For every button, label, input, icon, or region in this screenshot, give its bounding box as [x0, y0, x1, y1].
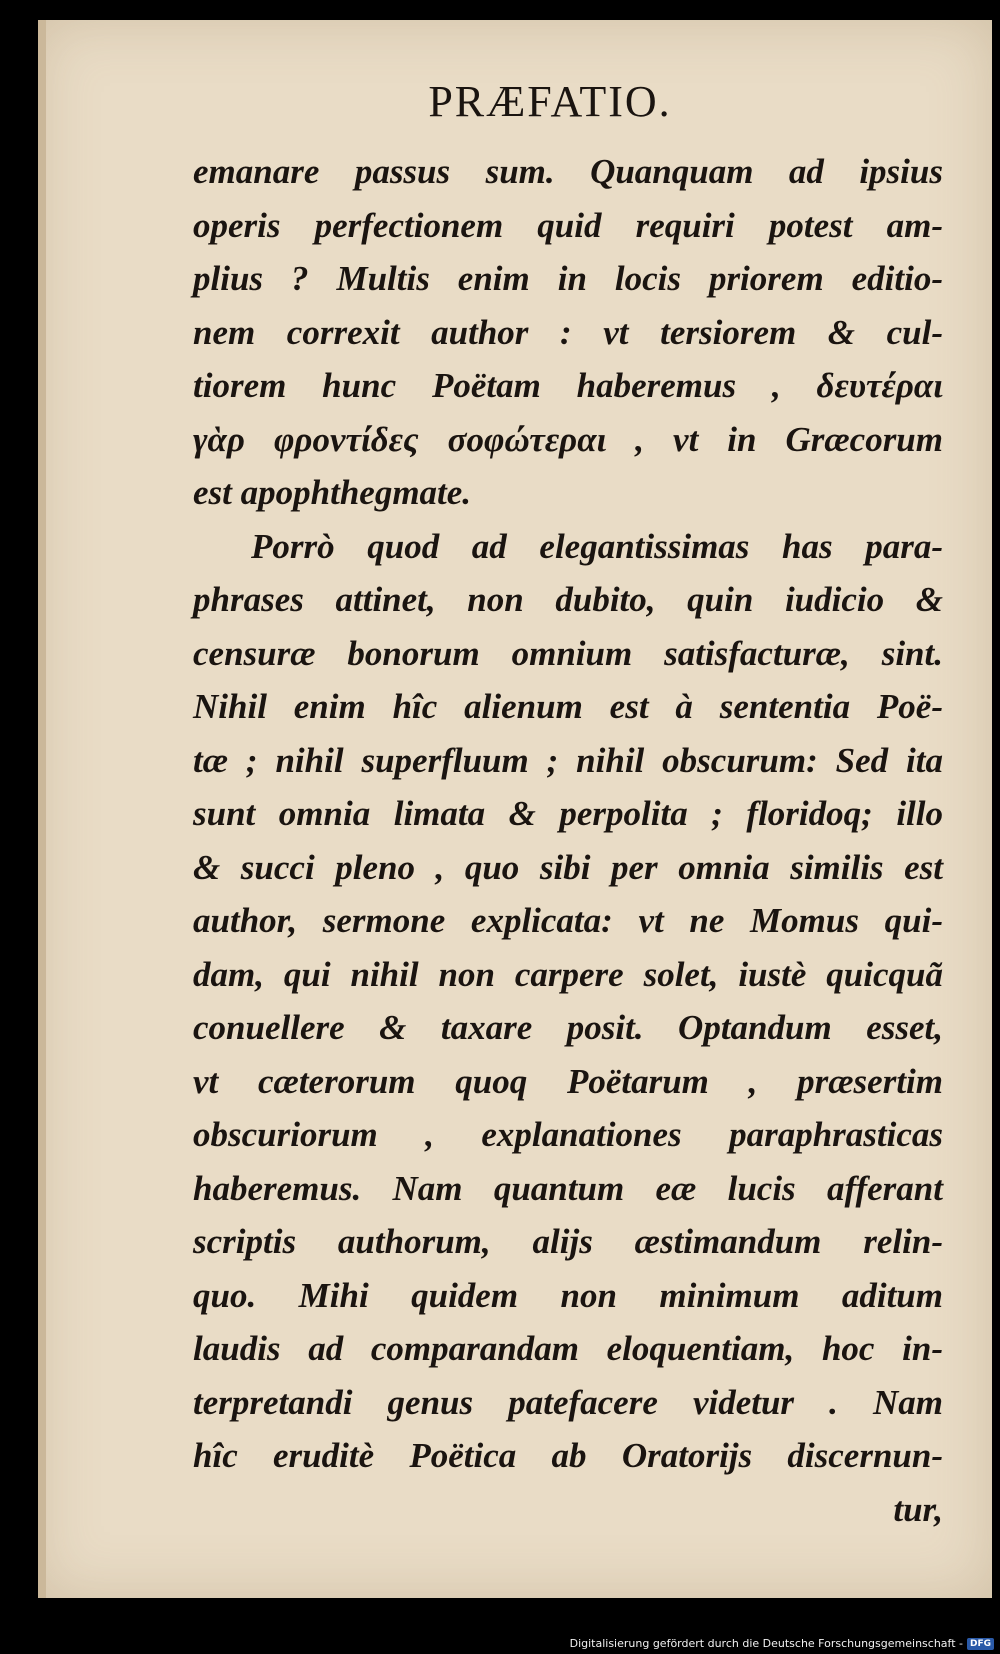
- text-line: Nihil enim hîc alienum est à sententia Poë-: [193, 687, 943, 726]
- text-line: tæ ; nihil superfluum ; nihil obscurum: Sed ita: [193, 740, 943, 780]
- text-line: censuræ bonorum omnium satisfacturæ, sint.: [193, 633, 943, 673]
- text-line: plius ? Multis enim in locis priorem editio-: [193, 259, 943, 298]
- text-line: sunt omnia limata & perpolita ; floridoq; illo: [193, 794, 943, 833]
- text-line: haberemus. Nam quantum eæ lucis afferant: [193, 1168, 943, 1208]
- text-line: phrases attinet, non dubito, quin iudicio &: [193, 580, 943, 619]
- text-line: terpretandi genus patefacere videtur . Nam: [193, 1382, 943, 1422]
- text-line: γὰρ φροντίδες σοφώτεραι , vt in Græcorum: [193, 419, 943, 459]
- credit-text: Digitalisierung gefördert durch die Deutsche Forschungsgemeinschaft -: [569, 1637, 963, 1650]
- text-line: scriptis authorum, alijs æstimandum relin-: [193, 1222, 943, 1261]
- catchword: tur,: [893, 1489, 943, 1529]
- text-line: operis perfectionem quid requiri potest am-: [193, 205, 943, 245]
- text-line: & succi pleno , quo sibi per omnia similis est: [193, 847, 943, 887]
- text-line: laudis ad comparandam eloquentiam, hoc in-: [193, 1329, 943, 1368]
- text-line: obscuriorum , explanationes paraphrasticas: [193, 1115, 943, 1154]
- text-line: hîc eruditè Poëtica ab Oratorijs discernun-: [193, 1436, 943, 1475]
- text-line: nem correxit author : vt tersiorem & cul-: [193, 312, 943, 352]
- text-line: quo. Mihi quidem non minimum aditum: [193, 1275, 943, 1315]
- page-header-title: PRÆFATIO.: [428, 77, 672, 126]
- body-text: [193, 145, 943, 1536]
- dfg-logo: DFG: [967, 1638, 994, 1650]
- text-line: conuellere & taxare posit. Optandum esset,: [193, 1008, 943, 1047]
- text-line: dam, qui nihil non carpere solet, iustè quicquã: [193, 954, 943, 994]
- text-line: author, sermone explicata: vt ne Momus qui-: [193, 901, 943, 940]
- text-line: tiorem hunc Poëtam haberemus , δευτέραι: [193, 366, 943, 405]
- text-line: vt cæterorum quoq Poëtarum , præsertim: [193, 1061, 943, 1101]
- text-line: est apophthegmate.: [193, 473, 472, 512]
- text-line: emanare passus sum. Quanquam ad ipsius: [193, 152, 943, 191]
- page-spine-edge: [38, 20, 46, 1598]
- text-line: Porrò quod ad elegantissimas has para-: [251, 526, 943, 566]
- digitization-credit: [0, 1637, 1000, 1650]
